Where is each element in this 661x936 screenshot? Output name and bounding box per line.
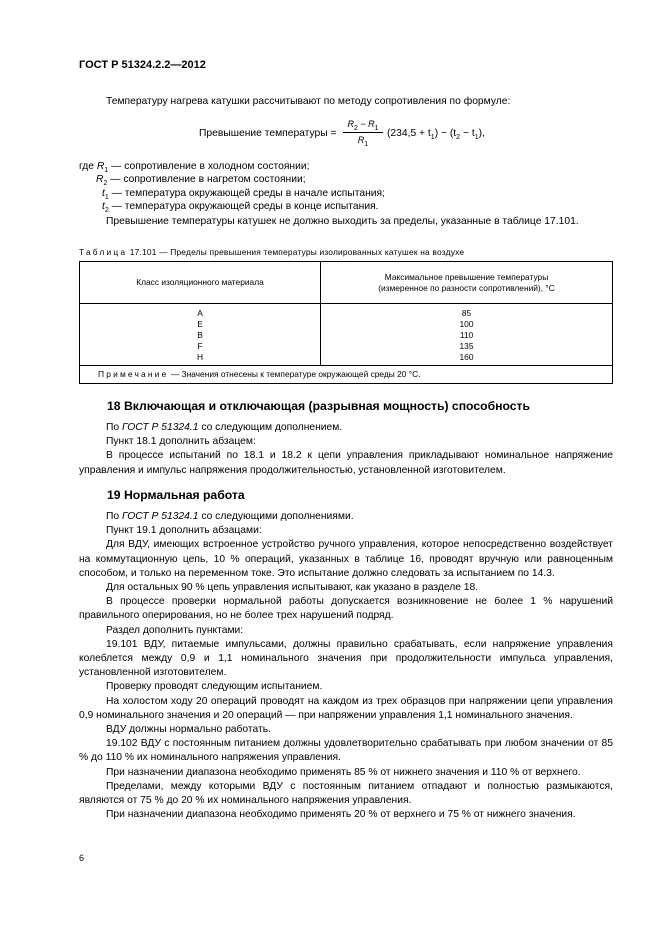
- section-19-body: [79, 510, 613, 822]
- variable-definitions: [79, 160, 613, 229]
- formula-denominator: $R_1$: [357, 135, 369, 148]
- intro-paragraph: [79, 95, 613, 109]
- definition-r2: $R_2$ — сопротивление в нагретом состоянии;: [96, 174, 306, 188]
- value-f: 135: [459, 341, 474, 351]
- value-b: 110: [459, 330, 474, 340]
- formula-tail: $(234,5 + t_1) - (t_2 - t_1)$,: [387, 128, 485, 142]
- class-h: H: [196, 352, 204, 362]
- value-h: 160: [459, 352, 474, 362]
- s18-paragraph-3: В процессе испытаний по 18.1 и 18.2 к цепи управления прикладывают номинальное напряжение управления и импульс напряжения продолжительностью, установленной изготовителем.: [79, 450, 613, 476]
- s18-paragraph-1: По ГОСТ Р 51324.1 со следующим дополнением.: [106, 422, 343, 433]
- class-a: A: [197, 308, 203, 318]
- class-b: B: [197, 330, 203, 340]
- definition-r1: где $R_1$ — сопротивление в холодном состоянии;: [79, 161, 310, 175]
- s19-paragraph-12: При назначении диапазона необходимо применять 85 % от нижнего значения и 110 % от верхнего.: [106, 766, 581, 778]
- s19-paragraph-6: Раздел дополнить пунктами:: [106, 624, 244, 636]
- section-19-title: 19 Нормальная работа: [107, 488, 245, 502]
- s19-paragraph-5: В процессе проверки нормальной работы допускается возникновение не более 1 % нарушений правильного оперирования, но не более трех нарушений подряд.: [79, 596, 613, 622]
- s19-paragraph-8: Проверку проводят следующим испытанием.: [106, 681, 323, 693]
- table-header-class: Класс изоляционного материала: [80, 262, 321, 304]
- formula-label: Превышение температуры =: [199, 128, 337, 139]
- definition-t2: $t_2$ — температура окружающей среды в конце испытания.: [102, 201, 379, 215]
- s19-paragraph-14: При назначении диапазона необходимо применять 20 % от верхнего и 75 % от нижнего значения.: [106, 809, 576, 821]
- s19-paragraph-1: По ГОСТ Р 51324.1 со следующими дополнениями.: [106, 511, 354, 522]
- section-18-body: [79, 421, 613, 478]
- value-e: 100: [459, 319, 474, 329]
- s19-paragraph-13: Пределами, между которыми ВДУ с постоянным питанием отпадают и полностью размыкаются, являются от 75 % до 20 % их номинального напряжения управления.: [79, 780, 613, 807]
- value-a: 85: [461, 308, 472, 318]
- limit-text: Превышение температуры катушек не должно выходить за пределы, указанные в таблице 17.101.: [106, 215, 579, 227]
- s19-paragraph-11: 19.102 ВДУ с постоянным питанием должны удовлетворительно срабатывать при любом значении от 85 % до 110 % их номинального напряжения управления.: [79, 738, 613, 764]
- table-note: Примечание — Значения отнесены к температуре окружающей среды 20 °С.: [80, 366, 613, 384]
- class-f: F: [197, 341, 203, 351]
- s19-paragraph-9: На холостом ходу 20 операций проводят на каждом из трех образцов при напряжении цепи управления 0,9 номинального значения и 20 операций — при напряжении управления 1,1 номинального значения.: [79, 695, 613, 721]
- s19-paragraph-3: Для ВДУ, имеющих встроенное устройство ручного управления, которое непосредственно воздействует на коммутационную цепь, 10 % операций, указанных в таблице 16, проводят вручную или равноценным способом, и только на переменном токе. Это испытание должно следовать за испытанием по 14.3.: [79, 539, 613, 579]
- temperature-limits-table: [79, 261, 613, 384]
- s18-paragraph-2: Пункт 18.1 дополнить абзацем:: [106, 436, 256, 448]
- s19-paragraph-2: Пункт 19.1 дополнить абзацами:: [106, 525, 262, 537]
- s19-paragraph-10: ВДУ должны нормально работать.: [106, 724, 271, 736]
- insulation-classes-cell: [80, 304, 321, 366]
- intro-text: Температуру нагрева катушки рассчитывают по методу сопротивления по формуле:: [106, 96, 511, 107]
- definition-t1: $t_1$ — температура окружающей среды в начале испытания;: [102, 187, 385, 201]
- formula-numerator: $R_2 - R_1$: [347, 119, 379, 132]
- max-rise-values-cell: [321, 304, 613, 366]
- table-caption: Таблица 17.101 — Пределы превышения температуры изолированных катушек на воздухе: [79, 247, 465, 257]
- table-header-max-rise: Максимальное превышение температуры (измеренное по разности сопротивлений), °С: [321, 262, 613, 304]
- class-e: E: [197, 319, 203, 329]
- section-18-title: 18 Включающая и отключающая (разрывная мощность) способность: [107, 399, 530, 413]
- document-header: ГОСТ Р 51324.2.2—2012: [79, 59, 206, 71]
- formula: [199, 118, 529, 152]
- s19-paragraph-4: Для остальных 90 % цепь управления испытывают, как указано в разделе 18.: [106, 582, 479, 594]
- formula-fraction: [343, 118, 383, 146]
- s19-paragraph-7: 19.101 ВДУ, питаемые импульсами, должны правильно срабатывать, если напряжение управления колеблется между 0,9 и 1,1 номинального значения при продолжительности импульса управления, установленной изготовителем.: [79, 638, 613, 679]
- page-number: 6: [79, 853, 85, 863]
